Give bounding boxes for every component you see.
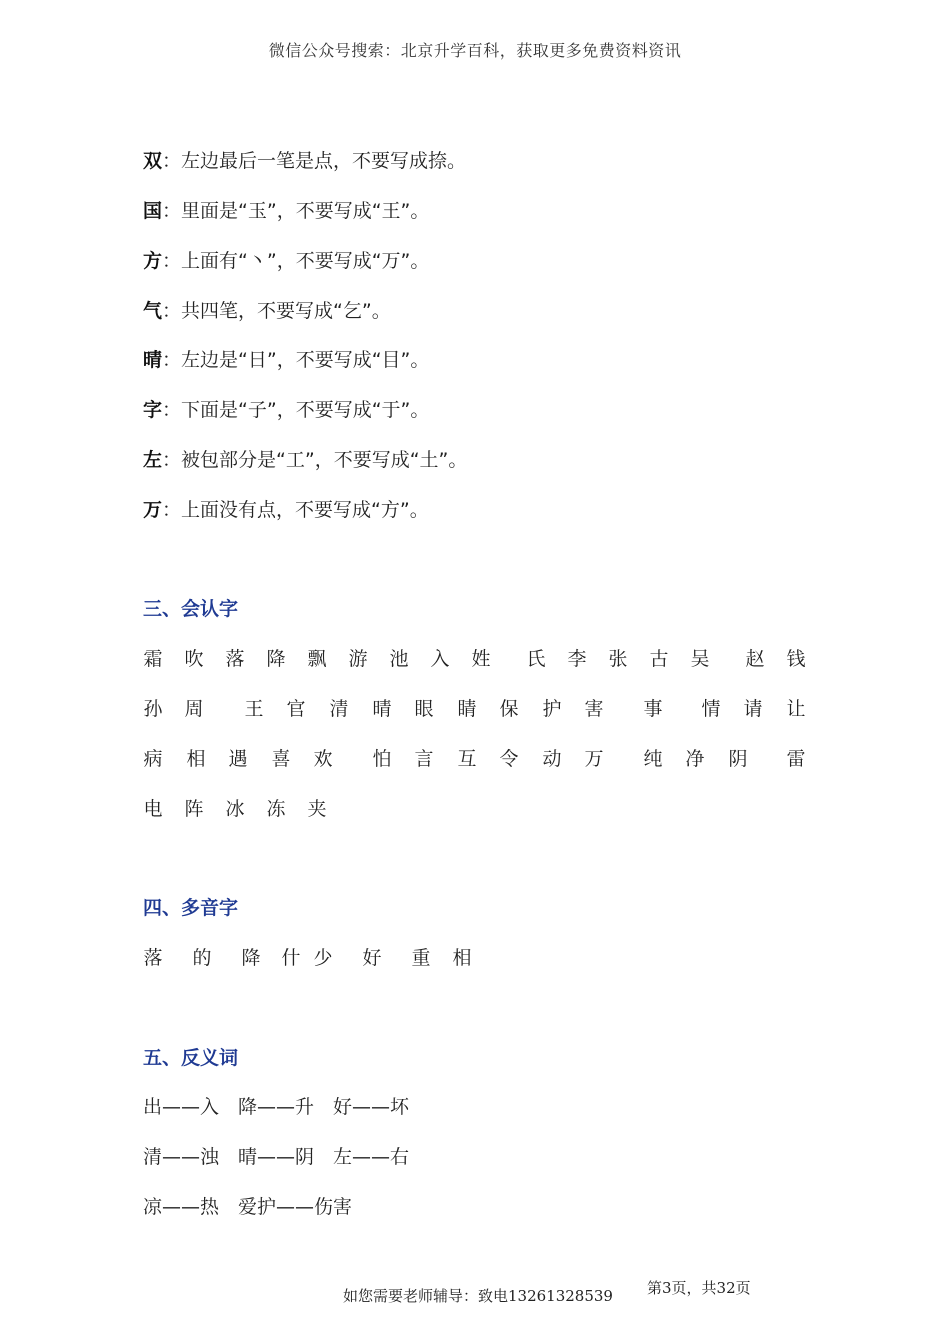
- rule-char: 万: [143, 499, 163, 521]
- char-item: 落: [143, 947, 163, 969]
- char-item: 言: [414, 748, 434, 770]
- page-header: 微信公众号搜索：北京升学百科，获取更多免费资料资讯: [268, 41, 682, 60]
- char-item: 害: [584, 698, 604, 720]
- char-item: 保: [499, 698, 519, 720]
- char-row: [0, 696, 950, 722]
- section-heading-polyphonic: 四、多音字: [143, 897, 239, 919]
- char-item: 赵: [745, 648, 765, 670]
- char-item: 阵: [184, 798, 204, 820]
- char-item: 氏: [526, 648, 546, 670]
- char-item: 阴: [728, 748, 748, 770]
- char-item: 的: [192, 947, 212, 969]
- rule-line: [143, 447, 467, 473]
- rule-line: [143, 347, 429, 373]
- char-row: [0, 646, 950, 672]
- char-item: 眼: [414, 698, 434, 720]
- char-item: 令: [499, 748, 519, 770]
- char-item: 张: [608, 648, 628, 670]
- char-item: 护: [542, 698, 562, 720]
- rule-line: [143, 198, 429, 224]
- char-item: 什: [281, 947, 301, 969]
- rule-line: [143, 248, 429, 274]
- char-item: 古: [649, 648, 669, 670]
- char-item: 晴: [372, 698, 392, 720]
- char-item: 喜: [271, 748, 291, 770]
- char-item: 病: [143, 748, 163, 770]
- rule-char: 气: [143, 300, 163, 322]
- char-item: 落: [225, 648, 245, 670]
- char-item: 飘: [307, 648, 327, 670]
- char-row: [0, 796, 950, 822]
- antonym-line: 清——浊 晴——阴 左——右: [143, 1146, 410, 1168]
- rule-text: ：下面是“子”，不要写成“于”。: [162, 399, 430, 421]
- rule-char: 字: [143, 399, 163, 421]
- rule-char: 双: [143, 150, 163, 172]
- footer-contact: 如您需要老师辅导：致电13261328539: [343, 1287, 613, 1305]
- char-item: 降: [241, 947, 261, 969]
- char-item: 纯: [643, 748, 663, 770]
- page-number: 第3页，共32页: [647, 1279, 751, 1297]
- char-item: 降: [266, 648, 286, 670]
- char-item: 睛: [457, 698, 477, 720]
- char-item: 池: [389, 648, 409, 670]
- char-item: 周: [184, 698, 204, 720]
- rule-line: [143, 497, 429, 523]
- char-item: 怕: [372, 748, 392, 770]
- rule-text: ：左边是“日”，不要写成“目”。: [162, 349, 430, 371]
- antonym-line: 出——入 降——升 好——坏: [143, 1096, 410, 1118]
- char-item: 互: [457, 748, 477, 770]
- char-item: 孙: [143, 698, 163, 720]
- char-item: 官: [286, 698, 306, 720]
- char-item: 重: [411, 947, 431, 969]
- char-item: 吹: [184, 648, 204, 670]
- char-item: 游: [348, 648, 368, 670]
- char-row: [0, 945, 950, 971]
- rule-text: ：上面有“丶”，不要写成“万”。: [162, 250, 430, 272]
- char-item: 好: [362, 947, 382, 969]
- rule-line: [143, 148, 466, 174]
- rule-text: ：被包部分是“工”，不要写成“土”。: [162, 449, 468, 471]
- char-item: 万: [584, 748, 604, 770]
- char-item: 事: [643, 698, 663, 720]
- char-item: 欢: [313, 748, 333, 770]
- char-item: 李: [567, 648, 587, 670]
- char-item: 情: [701, 698, 721, 720]
- section-heading-recognize: 三、会认字: [143, 598, 239, 620]
- char-item: 净: [685, 748, 705, 770]
- char-item: 电: [143, 798, 163, 820]
- char-item: 姓: [471, 648, 491, 670]
- char-item: 请: [743, 698, 763, 720]
- rule-char: 方: [143, 250, 163, 272]
- rule-text: ：左边最后一笔是点，不要写成捺。: [162, 150, 467, 172]
- rule-line: [143, 397, 429, 423]
- char-item: 霜: [143, 648, 163, 670]
- rule-char: 左: [143, 449, 163, 471]
- char-item: 冰: [225, 798, 245, 820]
- antonym-line: 凉——热 爱护——伤害: [143, 1196, 353, 1218]
- char-item: 夹: [307, 798, 327, 820]
- char-item: 遇: [228, 748, 248, 770]
- char-item: 入: [430, 648, 450, 670]
- rule-char: 晴: [143, 349, 163, 371]
- char-item: 相: [186, 748, 206, 770]
- rule-text: ：里面是“玉”，不要写成“王”。: [162, 200, 430, 222]
- rule-char: 国: [143, 200, 163, 222]
- char-item: 少: [313, 947, 333, 969]
- char-item: 雷: [786, 748, 806, 770]
- char-item: 冻: [266, 798, 286, 820]
- char-row: [0, 746, 950, 772]
- char-item: 王: [244, 698, 264, 720]
- rule-line: [143, 298, 391, 324]
- char-item: 让: [786, 698, 806, 720]
- section-heading-antonyms: 五、反义词: [143, 1047, 239, 1069]
- char-item: 吴: [690, 648, 710, 670]
- char-item: 清: [329, 698, 349, 720]
- char-item: 相: [452, 947, 472, 969]
- char-item: 动: [542, 748, 562, 770]
- rule-text: ：共四笔，不要写成“乞”。: [162, 300, 391, 322]
- char-item: 钱: [786, 648, 806, 670]
- rule-text: ：上面没有点，不要写成“方”。: [162, 499, 429, 521]
